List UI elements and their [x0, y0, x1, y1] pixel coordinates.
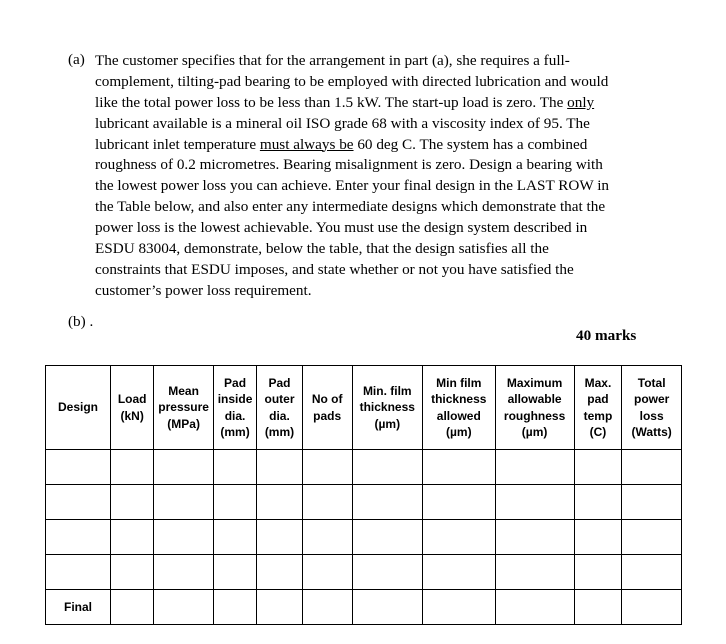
- question-line-part: 60 deg C. The system has a combined: [353, 135, 588, 153]
- table-cell[interactable]: [154, 590, 214, 625]
- question-a-label: (a): [68, 51, 85, 68]
- question-line: constraints that ESDU imposes, and state whether or not you have satisfied the: [95, 260, 574, 278]
- header-mean-pressure: Mean pressure (MPa): [154, 366, 214, 450]
- table-cell[interactable]: [302, 555, 352, 590]
- table-cell[interactable]: [257, 555, 303, 590]
- table-cell[interactable]: [257, 450, 303, 485]
- table-cell[interactable]: [422, 520, 495, 555]
- table-cell[interactable]: [111, 520, 154, 555]
- table-row: [46, 520, 682, 555]
- header-max-pad-temp: Max. pad temp (C): [574, 366, 622, 450]
- question-line: power loss is the lowest achievable. You must use the design system described in: [95, 219, 588, 237]
- header-total-power-loss: Total power loss (Watts): [622, 366, 682, 450]
- table-cell[interactable]: [213, 450, 256, 485]
- marks-label: 40 marks: [576, 327, 637, 344]
- table-cell[interactable]: [352, 450, 422, 485]
- table-cell[interactable]: [46, 450, 111, 485]
- table-row-final: [46, 590, 682, 625]
- final-row-label: Final: [46, 590, 111, 625]
- table-cell[interactable]: [352, 590, 422, 625]
- table-cell[interactable]: [302, 485, 352, 520]
- table-cell[interactable]: [352, 520, 422, 555]
- question-a-text: [95, 51, 665, 302]
- question-line-part: like the total power loss to be less than 1.5 kW. The start-up load is zero. The: [95, 93, 568, 111]
- question-line: complement, tilting-pad bearing to be employed with directed lubrication and would: [95, 72, 609, 90]
- table-cell[interactable]: [574, 555, 622, 590]
- underlined-must-always-be: must always be: [259, 135, 354, 153]
- table-cell[interactable]: [111, 485, 154, 520]
- header-design: Design: [46, 366, 111, 450]
- table-cell[interactable]: [574, 520, 622, 555]
- table-cell[interactable]: [213, 555, 256, 590]
- table-cell[interactable]: [495, 555, 574, 590]
- table-cell[interactable]: [495, 590, 574, 625]
- question-line: the Table below, and also enter any intermediate designs which demonstrate that the: [95, 198, 606, 216]
- question-line: roughness of 0.2 micrometres. Bearing misalignment is zero. Design a bearing with: [95, 156, 603, 174]
- question-line: customer’s power loss requirement.: [95, 281, 312, 299]
- design-table: [45, 365, 682, 625]
- header-min-film-thickness: Min. film thickness (µm): [352, 366, 422, 450]
- table-cell[interactable]: [495, 485, 574, 520]
- table-cell[interactable]: [46, 485, 111, 520]
- table-cell[interactable]: [46, 555, 111, 590]
- table-cell[interactable]: [422, 555, 495, 590]
- table-cell[interactable]: [111, 450, 154, 485]
- table-row: [46, 450, 682, 485]
- table-cell[interactable]: [495, 450, 574, 485]
- header-pad-outer-dia: Pad outer dia. (mm): [257, 366, 303, 450]
- table-cell[interactable]: [46, 520, 111, 555]
- table-cell[interactable]: [111, 555, 154, 590]
- table-cell[interactable]: [302, 590, 352, 625]
- question-line: [95, 93, 665, 114]
- table-cell[interactable]: [154, 555, 214, 590]
- question-b-label: (b) .: [68, 313, 94, 330]
- table-cell[interactable]: [622, 555, 682, 590]
- question-line: ESDU 83004, demonstrate, below the table, that the design satisfies all the: [95, 240, 549, 258]
- table-cell[interactable]: [622, 450, 682, 485]
- question-line: lubricant available is a mineral oil ISO grade 68 with a viscosity index of 95. The: [95, 114, 590, 132]
- question-line-part: lubricant inlet temperature: [95, 135, 260, 153]
- table-cell[interactable]: [622, 485, 682, 520]
- underlined-only: only: [567, 93, 595, 111]
- question-line: The customer specifies that for the arrangement in part (a), she requires a full-: [95, 52, 570, 69]
- table-cell[interactable]: [257, 485, 303, 520]
- header-max-allowable-roughness: Maximum allowable roughness (µm): [495, 366, 574, 450]
- table-cell[interactable]: [257, 590, 303, 625]
- table-row: [46, 485, 682, 520]
- table-cell[interactable]: [352, 555, 422, 590]
- table-cell[interactable]: [111, 590, 154, 625]
- header-pad-inside-dia: Pad inside dia. (mm): [213, 366, 256, 450]
- header-load: Load (kN): [111, 366, 154, 450]
- table-cell[interactable]: [574, 590, 622, 625]
- table-cell[interactable]: [622, 590, 682, 625]
- table-header-row: [46, 366, 682, 450]
- table-cell[interactable]: [495, 520, 574, 555]
- question-line: the lowest power loss you can achieve. Enter your final design in the LAST ROW in: [95, 177, 610, 195]
- table-cell[interactable]: [154, 520, 214, 555]
- table-cell[interactable]: [213, 520, 256, 555]
- table-cell[interactable]: [422, 485, 495, 520]
- header-no-of-pads: No of pads: [302, 366, 352, 450]
- question-line: [95, 135, 665, 156]
- table-cell[interactable]: [154, 450, 214, 485]
- table-cell[interactable]: [213, 590, 256, 625]
- table-cell[interactable]: [302, 520, 352, 555]
- table-cell[interactable]: [213, 485, 256, 520]
- table-cell[interactable]: [622, 520, 682, 555]
- table-cell[interactable]: [574, 450, 622, 485]
- table-cell[interactable]: [574, 485, 622, 520]
- table-cell[interactable]: [302, 450, 352, 485]
- table-cell[interactable]: [422, 590, 495, 625]
- table-row: [46, 555, 682, 590]
- header-min-film-thickness-allowed: Min film thickness allowed (µm): [422, 366, 495, 450]
- table-cell[interactable]: [154, 485, 214, 520]
- table-cell[interactable]: [257, 520, 303, 555]
- table-cell[interactable]: [422, 450, 495, 485]
- table-cell[interactable]: [352, 485, 422, 520]
